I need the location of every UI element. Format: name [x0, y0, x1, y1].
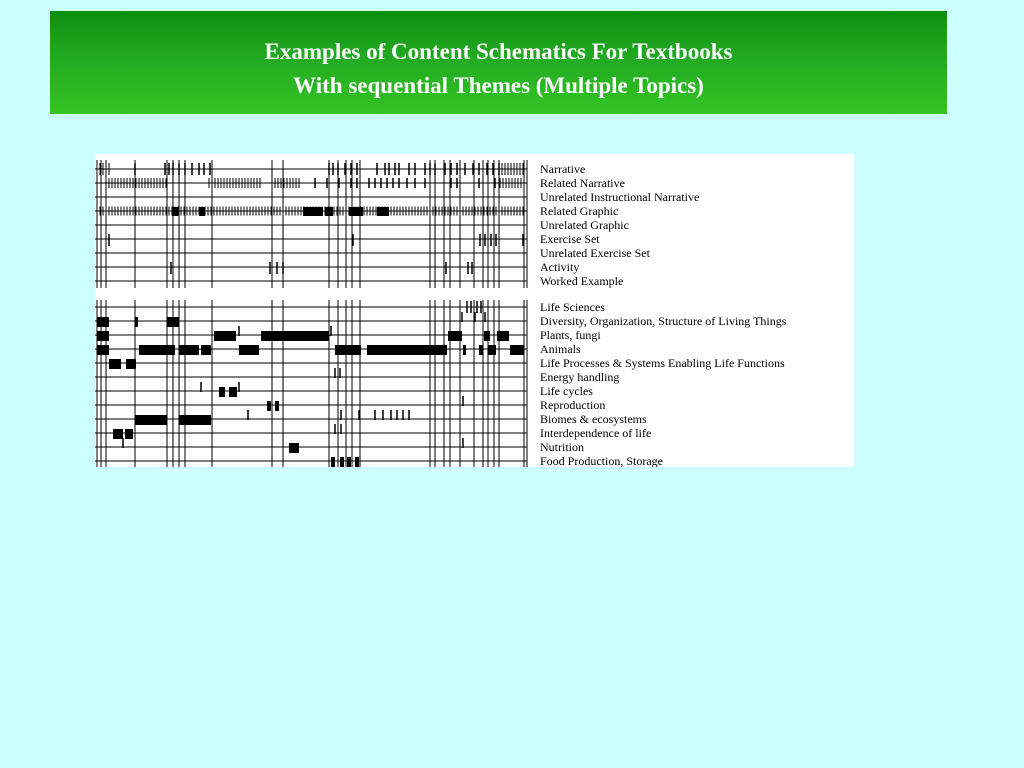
- schematic-block: [97, 345, 109, 355]
- schematic-block: [113, 429, 123, 439]
- schematic-block: [97, 331, 109, 341]
- schematic-block: [135, 317, 138, 327]
- schematic-block: [109, 359, 121, 369]
- schematic-block: [267, 401, 271, 411]
- schematic-block: [179, 415, 211, 425]
- schematic-block: [463, 345, 466, 355]
- legend-label: Energy handling: [540, 370, 620, 384]
- legend-label: Nutrition: [540, 440, 584, 454]
- schematic-block: [289, 443, 299, 453]
- schematic-block: [335, 345, 361, 355]
- schematic-block: [484, 331, 490, 341]
- legend-label: Life cycles: [540, 384, 593, 398]
- legend-label: Unrelated Exercise Set: [540, 246, 650, 260]
- schematic-block: [349, 207, 363, 216]
- legend-label: Food Production, Storage: [540, 454, 663, 467]
- schematic-block: [126, 359, 136, 369]
- legend-label: Worked Example: [540, 274, 624, 288]
- legend-label: Narrative: [540, 162, 586, 176]
- legend-label: Related Narrative: [540, 176, 625, 190]
- schematic-block: [303, 207, 323, 216]
- schematic-block: [479, 345, 483, 355]
- schematic-block: [261, 331, 329, 341]
- schematic-block: [167, 317, 179, 327]
- schematic-block: [201, 345, 211, 355]
- content-schematic-figure: [95, 154, 854, 467]
- schematic-block: [488, 345, 496, 355]
- legend-label: Life Processes & Systems Enabling Life Functions: [540, 356, 785, 370]
- legend-label: Activity: [540, 260, 580, 274]
- schematic-grid: [95, 154, 535, 467]
- schematic-block: [347, 457, 351, 467]
- legend-label: Biomes & ecosystems: [540, 412, 647, 426]
- schematic-block: [199, 207, 205, 216]
- slide-title-line-2: With sequential Themes (Multiple Topics): [293, 73, 704, 98]
- schematic-block: [325, 207, 333, 216]
- legend-label: Life Sciences: [540, 300, 605, 314]
- schematic-block: [367, 345, 447, 355]
- schematic-block: [340, 457, 344, 467]
- schematic-block: [97, 317, 109, 327]
- schematic-block: [214, 331, 236, 341]
- schematic-block: [219, 387, 225, 397]
- legend-label: Unrelated Graphic: [540, 218, 629, 232]
- schematic-block: [179, 345, 199, 355]
- slide-title-line-1: Examples of Content Schematics For Textbooks: [264, 39, 733, 64]
- legend-label: Animals: [540, 342, 581, 356]
- legend-label: Interdependence of life: [540, 426, 652, 440]
- slide-title-banner: [50, 11, 947, 114]
- legend-label: Exercise Set: [540, 232, 600, 246]
- legend-label: Reproduction: [540, 398, 606, 412]
- schematic-block: [135, 415, 167, 425]
- legend-label: Diversity, Organization, Structure of Living Things: [540, 314, 787, 328]
- schematic-block: [229, 387, 237, 397]
- legend-label: Related Graphic: [540, 204, 619, 218]
- schematic-block: [497, 331, 509, 341]
- schematic-block: [331, 457, 335, 467]
- schematic-block: [355, 457, 359, 467]
- schematic-block: [172, 207, 178, 216]
- schematic-block: [377, 207, 389, 216]
- schematic-block: [139, 345, 175, 355]
- schematic-block: [510, 345, 524, 355]
- legend-label: Unrelated Instructional Narrative: [540, 190, 700, 204]
- schematic-block: [448, 331, 462, 341]
- schematic-block: [125, 429, 133, 439]
- schematic-block: [239, 345, 259, 355]
- legend-label: Plants, fungi: [540, 328, 601, 342]
- schematic-block: [275, 401, 279, 411]
